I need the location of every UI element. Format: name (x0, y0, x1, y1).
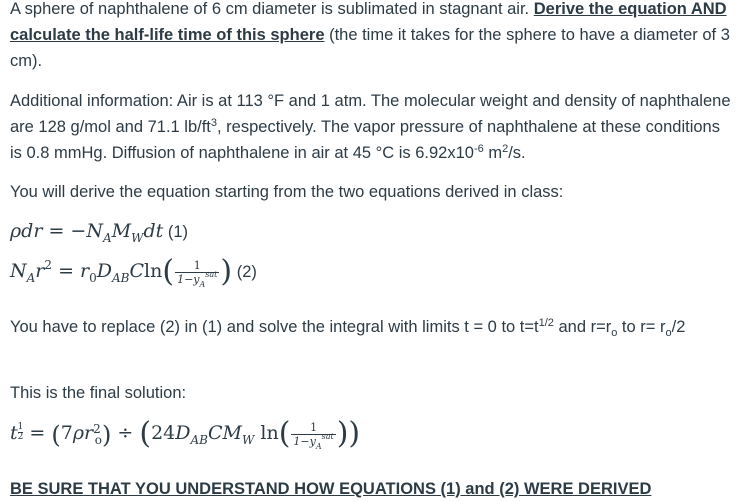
info-text-a: Additional information: Air is at 113 °F and 1 atm. The molecular weight and density of naphthalene are 128 g/mol and 71.1 lb/ft (10, 92, 731, 136)
additional-info-paragraph (10, 88, 736, 166)
info-sup-3: 2 (502, 143, 509, 155)
info-text-b: , respectively. The vapor pressure of naphthalene at these conditions is 0.8 mmHg. Diffusion of naphthalene in air at 45 °C is 6.92x10 (10, 118, 720, 162)
integration-sub-2: o (665, 327, 672, 339)
derive-instruction: You will derive the equation starting from the two equations derived in class: (10, 183, 564, 201)
info-sup-2: -6 (473, 143, 484, 155)
integration-sup: 1/2 (538, 317, 554, 329)
problem-paragraph-1 (10, 0, 736, 74)
integration-instruction (10, 314, 736, 340)
final-solution-label: This is the final solution: (10, 384, 187, 402)
task-tail: (the time it takes for the sphere to have a diameter of 3 cm). (10, 26, 730, 70)
integration-text-d: /2 (671, 318, 686, 336)
integration-text-b: and r=r (553, 318, 612, 336)
footer-warning: BE SURE THAT YOU UNDERSTAND HOW EQUATIONS (1) and (2) WERE DERIVED (10, 480, 652, 498)
info-text-c: m (483, 144, 503, 162)
task-emphasis: Derive the equation AND calculate the half-life time of this sphere (10, 0, 727, 44)
integration-sub-1: o (611, 327, 618, 339)
equation-2-label: (2) (236, 263, 257, 281)
integration-text-a: You have to replace (2) in (1) and solve the integral with limits t = 0 to t=t (10, 318, 539, 336)
intro-text: A sphere of naphthalene of 6 cm diameter is sublimated in stagnant air. (10, 0, 534, 18)
info-sup-1: 3 (210, 117, 218, 129)
integration-text-c: to r= r (617, 318, 666, 336)
equation-2: $N_Ar^2 = r_0D_{AB}Cln$( $\frac{1}{1-y_A^{sat}}$ ) (2) (10, 254, 257, 289)
final-solution-equation: t $\frac{1}{2}$ = $(7\rho r^2_o) \div (24D_{AB}CM_W$ ln( $\frac{1}{1-y_A^{sat}}$ )) (10, 416, 361, 451)
equation-1: $\rho dr = -N_AM_Wdt$ (1) (10, 220, 189, 245)
equation-1-label: (1) (167, 223, 189, 241)
info-text-d: /s. (508, 144, 526, 162)
